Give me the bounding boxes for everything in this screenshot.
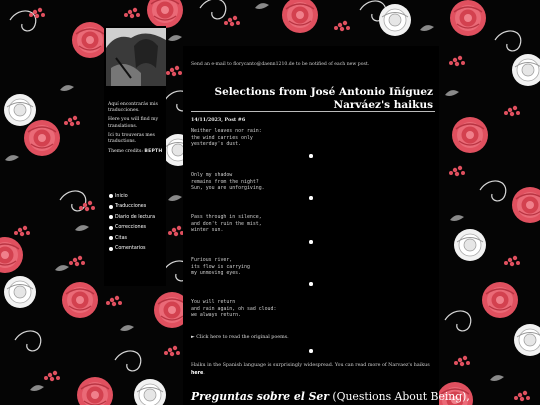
section-heading-italic: Preguntas sobre el Ser [191,390,329,403]
bio-english: Here you will find my translations. [108,117,159,129]
poem-4: Furious river, its flow is carrying my unmoving eyes. [191,257,250,277]
poem-3: Pass through in silence, and don't ruin the mist, winter sun. [191,214,262,234]
bullet-icon [109,236,113,240]
post-date: 14/11/2023, Post #6 [191,117,246,123]
haiku-note-text: Haiku in the Spanish language is surprisingly widespread. You can read more of Narvaez's haikus [191,363,430,368]
nav-item-comentarios[interactable] [108,244,168,255]
nav-item-label: Citas [115,235,128,241]
poem-1: Neither leaves nor rain: the wind carries only yesterday's dust. [191,128,262,148]
post-container [183,46,470,405]
separator-dot [309,240,313,244]
section-heading [191,390,470,403]
read-original-link[interactable]: ► Click here to read the original poems. [191,335,289,340]
bullet-icon [109,194,113,198]
nav-item-diario-de-lectura[interactable] [108,212,168,223]
nav-item-label: Correcciones [115,225,147,231]
sidebar-nav [108,191,168,254]
nav-item-traducciones[interactable] [108,202,168,213]
poem-5: You will return and rain again, oh sad cloud: we always return. [191,299,277,319]
bullet-icon [109,247,113,251]
nav-item-label: Traducciones [115,204,147,210]
separator-dot [309,196,313,200]
poem-2: Only my shadow remains from the night? Sun, you are unforgiving. [191,172,265,192]
nav-item-inicio[interactable] [108,191,168,202]
notify-text: Send an e-mail to florycanto@daenn1210.de to be notified of each new post. [191,62,370,67]
title-divider [191,111,435,112]
nav-item-label: Comentarios [115,246,146,252]
sidebar-bio [108,102,168,158]
post-title: Selections from José Antonio Iñíguez Narváez's haikus [214,86,433,111]
nav-item-correcciones[interactable] [108,223,168,234]
bullet-icon [109,215,113,219]
haiku-note-link[interactable]: here [191,370,204,376]
avatar [106,28,166,86]
separator-dot [309,282,313,286]
bio-french: Ici tu trouveras mes traductions. [108,132,155,145]
bio-spanish: Aquí encontrarás mis traducciones. [108,102,158,114]
section-heading-rest: (Questions About Being), [328,390,470,403]
theme-credit-link[interactable]: BEPTH [144,149,163,155]
nav-item-citas[interactable] [108,233,168,244]
theme-credit [108,149,168,155]
separator-dot [309,154,313,158]
haiku-note: Haiku in the Spanish language is surprisingly widespread. You can read more of Narvaez's haikus here. [191,363,430,376]
bullet-icon [109,205,113,209]
nav-item-label: Diario de lectura [115,214,156,220]
theme-credit-label: Theme credits: [108,149,143,155]
nav-item-label: Inicio [115,193,128,199]
bullet-icon [109,226,113,230]
separator-dot [309,349,313,353]
